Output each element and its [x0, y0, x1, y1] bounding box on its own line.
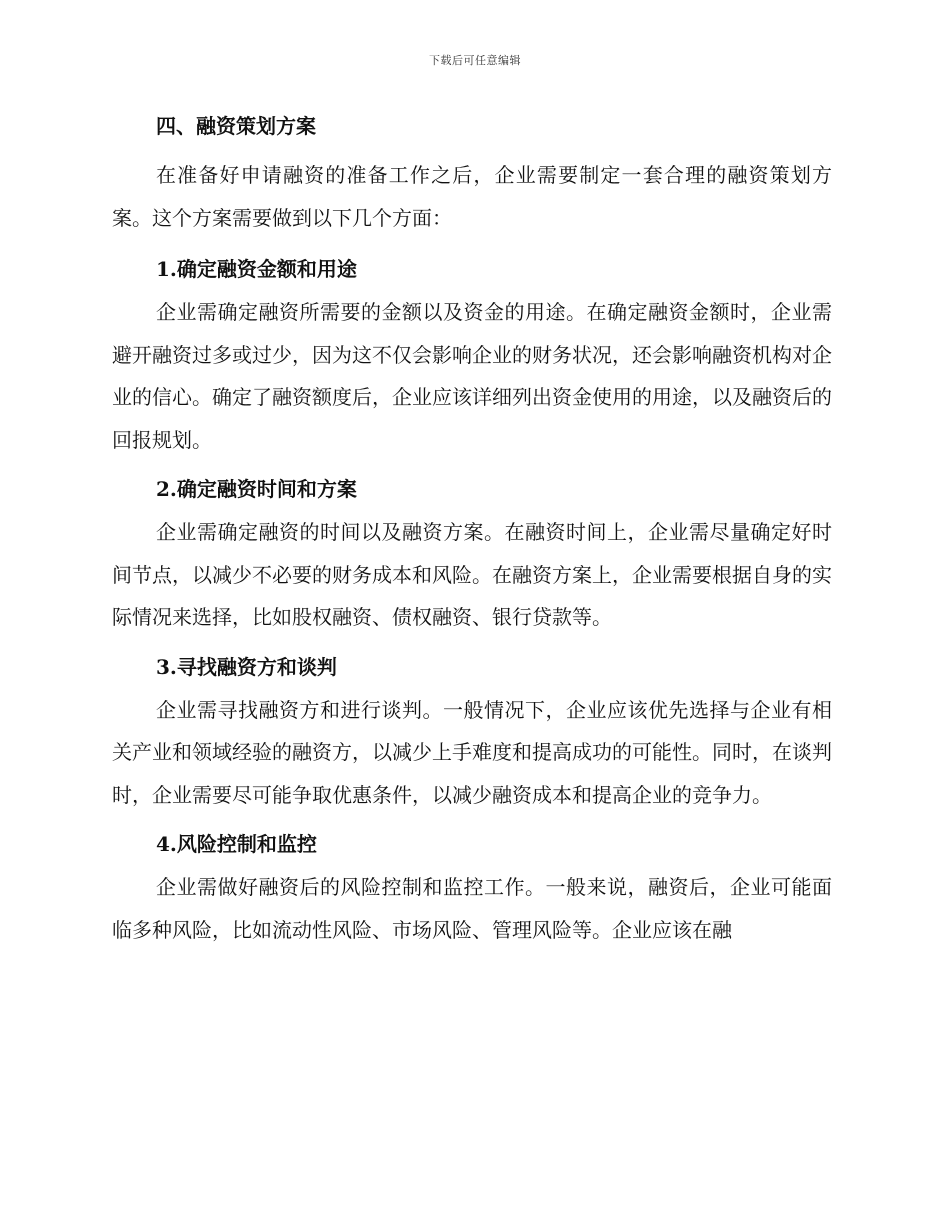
document-body [112, 108, 832, 961]
item-heading-2: 2.确定融资时间和方案 [156, 477, 357, 501]
page-header: 下载后可任意编辑 [429, 54, 521, 67]
section-title: 四、融资策划方案 [156, 114, 316, 138]
item-body-2: 企业需确定融资的时间以及融资方案。在融资时间上，企业需尽量确定好时间节点，以减少不必要的财务成本和风险。在融资方案上，企业需要根据自身的实际情况来选择，比如股权融资、债权融资、银行贷款等。 [112, 520, 832, 629]
item-heading-4: 4.风险控制和监控 [156, 832, 317, 856]
item-body-1: 企业需确定融资所需要的金额以及资金的用途。在确定融资金额时，企业需避开融资过多或过少，因为这不仅会影响企业的财务状况，还会影响融资机构对企业的信心。确定了融资额度后，企业应该详细列出资金使用的用途，以及融资后的回报规划。 [112, 300, 832, 452]
section-intro: 在准备好申请融资的准备工作之后，企业需要制定一套合理的融资策划方案。这个方案需要做到以下几个方面： [112, 163, 832, 230]
item-heading-3: 3.寻找融资方和谈判 [156, 654, 337, 679]
item-body-4: 企业需做好融资后的风险控制和监控工作。一般来说，融资后，企业可能面临多种风险，比如流动性风险、市场风险、管理风险等。企业应该在融 [112, 875, 832, 942]
item-body-3: 企业需寻找融资方和进行谈判。一般情况下，企业应该优先选择与企业有相关产业和领域经验的融资方，以减少上手难度和提高成功的可能性。同时，在谈判时，企业需要尽可能争取优惠条件，以减少融资成本和提高企业的竞争力。 [112, 697, 832, 807]
item-heading-1: 1.确定融资金额和用途 [156, 257, 357, 281]
